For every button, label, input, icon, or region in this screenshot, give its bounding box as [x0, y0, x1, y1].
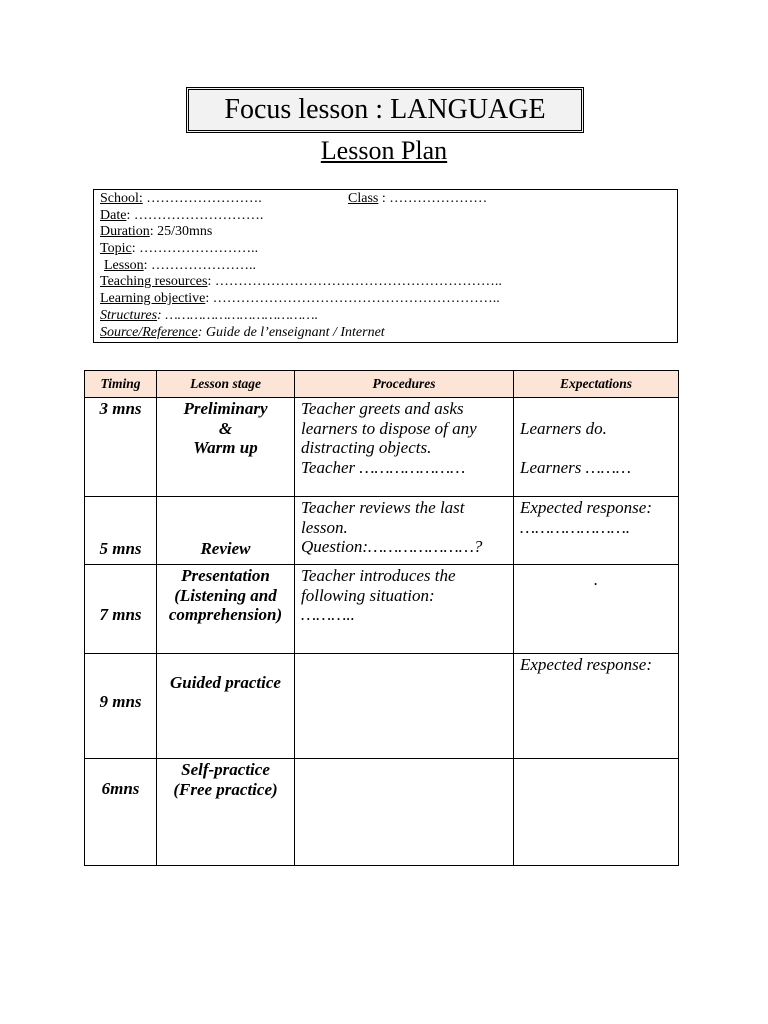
stage-cell [157, 759, 295, 866]
structures-value: : ………………………………. [157, 307, 319, 323]
procedures-cell [295, 654, 514, 759]
structures-label: Structures [100, 307, 158, 323]
info-structures-line [100, 308, 671, 325]
header-timing: Timing [85, 371, 157, 398]
procedure-line: ……….. [301, 605, 355, 624]
table-row [85, 565, 679, 654]
stage-line: Presentation [181, 566, 270, 585]
procedure-line: learners to dispose of any [301, 418, 477, 438]
resources-label: Teaching resources [100, 274, 208, 290]
procedure-line: lesson. [301, 517, 348, 537]
stage-cell [157, 398, 295, 497]
lesson-value: : ………………….. [143, 257, 257, 273]
table-row [85, 759, 679, 866]
source-value: : Guide de l’enseignant / Internet [197, 324, 385, 340]
info-topic-line [100, 241, 671, 258]
class-field [348, 191, 487, 208]
procedures-cell [295, 398, 514, 497]
expectation-line: . [593, 570, 599, 589]
stage-line: Preliminary [183, 399, 268, 418]
procedure-line: Teacher greets and asks [301, 399, 464, 418]
topic-label: Topic [100, 241, 132, 257]
resources-value: : …………………………………………………….. [207, 274, 502, 290]
expectations-cell [514, 759, 679, 866]
info-resources-line [100, 274, 671, 291]
objective-label: Learning objective [100, 291, 206, 307]
table-row [85, 398, 679, 497]
procedures-cell [295, 497, 514, 565]
expectation-line: Learners ……… [520, 457, 631, 477]
procedure-line: Question:…………………? [301, 537, 483, 556]
header-expectations: Expectations [514, 371, 679, 398]
procedures-cell [295, 565, 514, 654]
timing-cell: 7 mns [85, 565, 157, 654]
timing-cell: 5 mns [85, 497, 157, 565]
procedure-line: following situation: [301, 585, 435, 605]
date-label: Date [100, 207, 127, 223]
lesson-label: Lesson [104, 257, 144, 273]
procedures-cell [295, 759, 514, 866]
stage-line: Review [200, 538, 251, 558]
source-label: Source/Reference [100, 324, 198, 340]
stage-line: Self-practice [181, 760, 270, 779]
expectations-cell [514, 497, 679, 565]
stage-line: Warm up [193, 438, 258, 457]
class-label: Class [348, 191, 379, 206]
school-value: ……………………. [142, 191, 262, 206]
stage-line: (Free practice) [173, 779, 278, 799]
header-lesson-stage: Lesson stage [157, 371, 295, 398]
stage-cell [157, 654, 295, 759]
table-row [85, 654, 679, 759]
info-objective-line [100, 291, 671, 308]
timing-cell: 3 mns [85, 398, 157, 497]
info-lesson-line [100, 258, 671, 275]
info-date-line [100, 208, 671, 225]
stage-cell [157, 497, 295, 565]
header-procedures: Procedures [295, 371, 514, 398]
expectation-line: Expected response: [520, 655, 653, 674]
procedure-line: Teacher reviews the last [301, 498, 465, 517]
timing-cell: 9 mns [85, 654, 157, 759]
procedure-line: distracting objects. [301, 438, 432, 457]
lesson-info-box [93, 189, 678, 343]
expectations-cell [514, 654, 679, 759]
duration-value: : 25/30mns [149, 224, 213, 240]
lesson-title-box [186, 87, 584, 133]
expectation-line: Learners do. [520, 418, 607, 438]
procedure-line: Teacher introduces the [301, 566, 456, 585]
stage-line: Guided practice [170, 673, 281, 692]
info-source-line [100, 325, 671, 342]
expectations-cell [514, 398, 679, 497]
timing-cell: 6mns [85, 759, 157, 866]
lesson-plan-table [84, 370, 679, 866]
procedure-line: Teacher ………………… [301, 457, 466, 477]
table-header-row [85, 371, 679, 398]
info-school-class-line [100, 191, 671, 208]
expectations-cell [514, 565, 679, 654]
lesson-plan-heading: Lesson Plan [320, 136, 448, 165]
info-duration-line [100, 224, 671, 241]
table-row [85, 497, 679, 565]
expectation-line: Expected response: [520, 498, 653, 517]
class-value: : ………………… [378, 191, 488, 206]
objective-value: : …………………………………………………….. [205, 291, 500, 307]
expectation-line: …………………. [520, 517, 631, 537]
stage-cell [157, 565, 295, 654]
stage-line: (Listening and [174, 585, 277, 605]
date-value: : ………………………. [126, 207, 264, 223]
school-label: School: [100, 191, 143, 206]
duration-label: Duration [100, 224, 150, 240]
stage-line: comprehension) [168, 605, 283, 624]
lesson-title: Focus lesson : LANGUAGE [224, 94, 546, 125]
stage-line: & [218, 418, 233, 438]
topic-value: : …………………….. [131, 241, 259, 257]
